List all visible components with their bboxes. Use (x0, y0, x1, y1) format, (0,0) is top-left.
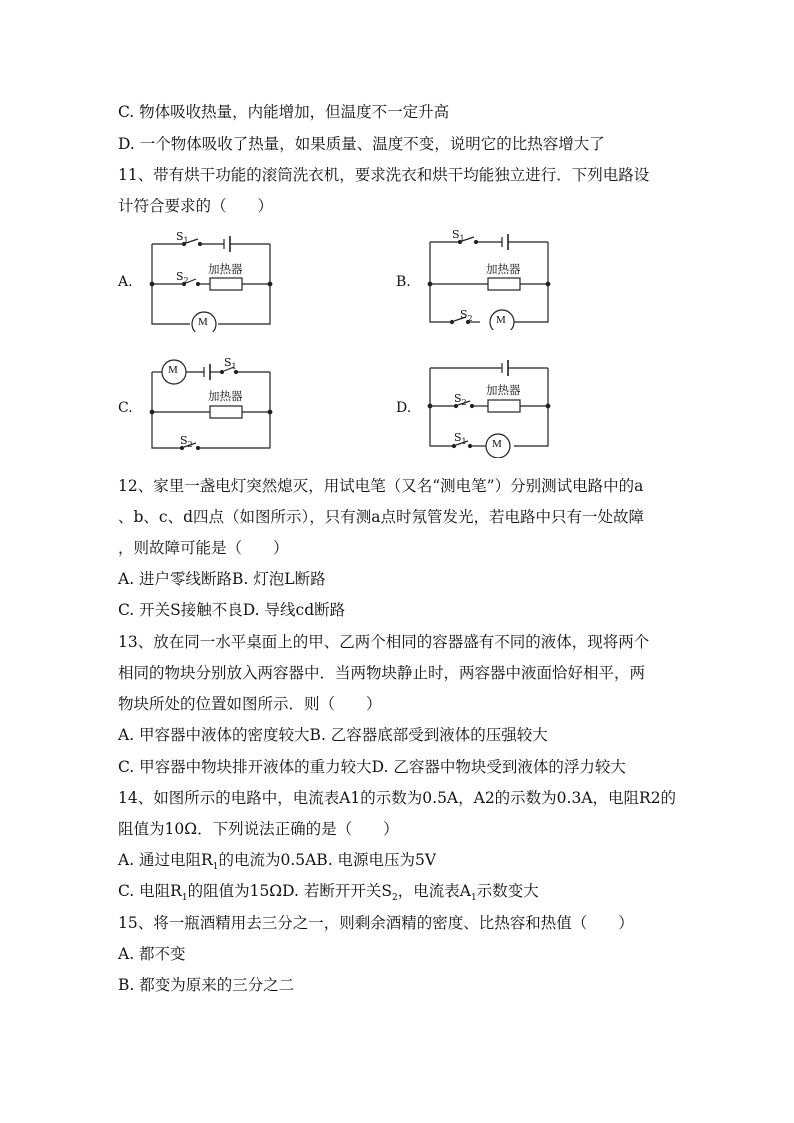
q11-stem-line1: 11、带有烘干功能的滚筒洗衣机，要求洗衣和烘干均能独立进行．下列电路设 (118, 166, 650, 184)
q11-stem-line2: 计符合要求的（ ） (118, 197, 274, 215)
q12-options-cd: C. 开关S接触不良D. 导线cd断路 (118, 601, 346, 619)
circuit-diagram-a (140, 228, 280, 332)
b-s1-label: $S_1$ (452, 228, 465, 244)
q14-options-cd: C. 电阻$R_1$的阻值为15ΩD. 若断开开关$S_2$，电流表$A_1$示数变大 (118, 882, 539, 904)
q14-options-ab: A. 通过电阻$R_1$的电流为0.5AB. 电源电压为5V (118, 851, 437, 873)
a-motor-label: M (198, 316, 208, 328)
c-heater-label: 加热器 (208, 389, 243, 403)
q13-options-ab: A. 甲容器中液体的密度较大B. 乙容器底部受到液体的压强较大 (118, 726, 548, 744)
option-a-label: A. (118, 274, 133, 290)
d-s2-label: $S_2$ (454, 392, 467, 408)
c-motor-label: M (168, 364, 178, 376)
q10-option-d: D. 一个物体吸收了热量，如果质量、温度不变，说明它的比热容增大了 (118, 135, 605, 153)
option-c-label: C. (118, 400, 133, 416)
circuit-diagram-d (418, 354, 558, 458)
c-s2-label: $S_2$ (180, 434, 193, 450)
q15-option-b: B. 都变为原来的三分之二 (118, 976, 295, 994)
q15-option-a: A. 都不变 (118, 945, 186, 963)
q13-stem-line1: 13、放在同一水平桌面上的甲、乙两个相同的容器盛有不同的液体，现将两个 (118, 633, 650, 651)
q10-option-c: C. 物体吸收热量，内能增加，但温度不一定升高 (118, 103, 450, 121)
option-b-label: B. (396, 274, 411, 290)
q12-options-ab: A. 进户零线断路B. 灯泡L断路 (118, 570, 326, 588)
q14-stem-line2: 阻值为10Ω．下列说法正确的是（ ） (118, 820, 399, 838)
c-s1-label: $S_1$ (224, 356, 237, 372)
q13-stem-line3: 物块所处的位置如图所示．则（ ） (118, 695, 382, 713)
d-motor-label: M (492, 438, 502, 450)
d-s1-label: $S_1$ (454, 431, 467, 447)
a-s1-label: $S_1$ (176, 230, 189, 246)
b-s2-label: $S_2$ (460, 308, 473, 324)
a-heater-label: 加热器 (208, 262, 243, 276)
option-d-label: D. (396, 400, 412, 416)
circuit-diagram-c (140, 356, 280, 456)
q12-stem-line2: 、b、c、d四点（如图所示），只有测a点时氖管发光，若电路中只有一处故障 (118, 508, 645, 526)
circuit-diagram-b (418, 226, 558, 330)
a-s2-label: $S_2$ (176, 270, 189, 286)
b-heater-label: 加热器 (486, 262, 521, 276)
q13-stem-line2: 相同的物块分别放入两容器中．当两物块静止时，两容器中液面恰好相平，两 (118, 664, 646, 682)
q14-stem-line1: 14、如图所示的电路中，电流表A1的示数为0.5A，A2的示数为0.3A，电阻R2的 (118, 789, 677, 807)
q15-stem: 15、将一瓶酒精用去三分之一，则剩余酒精的密度、比热容和热值（ ） (118, 914, 634, 932)
b-motor-label: M (496, 314, 506, 326)
q12-stem-line1: 12、家里一盏电灯突然熄灭，用试电笔（又名“测电笔”）分别测试电路中的a (118, 477, 644, 495)
q12-stem-line3: ，则故障可能是（ ） (118, 539, 289, 557)
q13-options-cd: C. 甲容器中物块排开液体的重力较大D. 乙容器中物块受到液体的浮力较大 (118, 758, 626, 776)
d-heater-label: 加热器 (486, 383, 521, 397)
